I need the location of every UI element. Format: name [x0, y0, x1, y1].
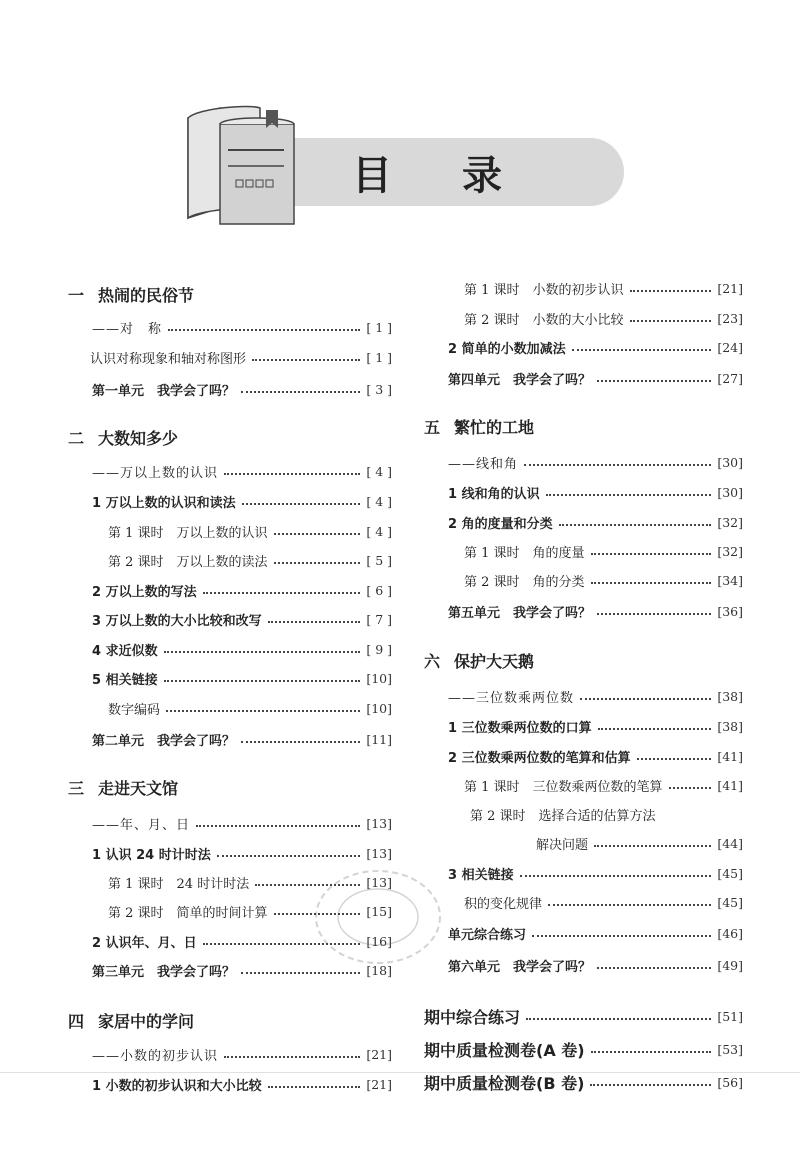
leader-dots — [630, 320, 712, 322]
page-number: [32] — [717, 543, 743, 559]
toc-entry — [92, 316, 392, 338]
leader-dots — [274, 533, 361, 535]
leader-dots — [196, 825, 360, 827]
toc-entry — [108, 549, 392, 571]
leader-dots — [597, 613, 711, 615]
leader-dots — [268, 1086, 361, 1088]
toc-entry-title: 2 万以上数的写法 — [92, 584, 197, 600]
toc-entry-title: 2 简单的小数加减法 — [448, 341, 566, 357]
toc-entry-title: 单元综合练习 — [448, 927, 527, 943]
page-number: [ 1 ] — [366, 319, 392, 335]
leader-dots — [524, 464, 711, 466]
toc-entry-title: 第三单元 我学会了吗？ — [92, 964, 236, 980]
toc-entry — [92, 490, 392, 512]
toc-entry — [92, 1073, 392, 1095]
books-icon — [180, 100, 300, 228]
page-number: [27] — [717, 370, 743, 386]
page-number: [10] — [366, 700, 392, 716]
page-number: [13] — [366, 815, 392, 831]
toc-entry — [90, 346, 392, 368]
toc-entry — [424, 1038, 743, 1060]
footer-rule — [0, 1072, 800, 1073]
toc-entry — [536, 832, 743, 854]
chapter-heading — [424, 415, 743, 437]
toc-entry-title: 第 2 课时 简单的时间计算 — [108, 905, 268, 921]
toc-entry — [448, 922, 743, 944]
toc-entry-title: 1 小数的初步认识和大小比较 — [92, 1078, 262, 1094]
chapter-number: 四 — [68, 1011, 85, 1031]
page-number: [10] — [366, 670, 392, 686]
leader-dots — [224, 473, 360, 475]
toc-entry-title: 2 角的度量和分类 — [448, 516, 553, 532]
page-number: [46] — [717, 925, 743, 941]
toc-entry-title: 第 2 课时 小数的大小比较 — [464, 312, 624, 328]
chapter-title: 走进天文馆 — [98, 778, 179, 798]
page-number: [44] — [717, 835, 743, 851]
leader-dots — [274, 562, 361, 564]
title-char-1: 目 — [352, 152, 392, 199]
chapter-heading — [68, 283, 392, 305]
chapter-title: 热闹的民俗节 — [98, 285, 195, 305]
page-number: [21] — [366, 1046, 392, 1062]
toc-entry — [448, 862, 743, 884]
page-number: [ 5 ] — [366, 552, 392, 568]
page-number: [11] — [366, 731, 392, 747]
page-number: [ 1 ] — [366, 349, 392, 365]
toc-entry — [448, 685, 743, 707]
page-number: [51] — [717, 1008, 743, 1024]
toc-entry-title: 第六单元 我学会了吗？ — [448, 959, 592, 975]
leader-dots — [164, 651, 361, 653]
page-number: [24] — [717, 339, 743, 355]
toc-entry-title: ——年、月、日 — [92, 817, 191, 833]
toc-entry — [92, 1043, 392, 1065]
toc-entry-title: 第 1 课时 万以上数的认识 — [108, 525, 268, 541]
toc-entry-title: 1 万以上数的认识和读法 — [92, 495, 236, 511]
toc-entry-title: ——三位数乘两位数 — [448, 690, 575, 706]
page-number: [38] — [717, 718, 743, 734]
page-number: [21] — [717, 280, 743, 296]
toc-entry-title: 1 三位数乘两位数的口算 — [448, 720, 592, 736]
leader-dots — [597, 380, 711, 382]
toc-entry — [448, 954, 743, 976]
toc-entry-title: ——对 称 — [92, 321, 163, 337]
toc-entry-title: ——线和角 — [448, 456, 519, 472]
page-number: [ 7 ] — [366, 611, 392, 627]
toc-entry — [92, 638, 392, 660]
page-number: [ 4 ] — [366, 523, 392, 539]
leader-dots — [532, 935, 711, 937]
page-number: [13] — [366, 845, 392, 861]
toc-entry-title: 第 1 课时 24 时计时法 — [108, 876, 250, 892]
toc-entry-title: 认识对称现象和轴对称图形 — [90, 351, 247, 367]
toc-entry — [448, 600, 743, 622]
leader-dots — [252, 359, 360, 361]
toc-entry — [464, 277, 743, 299]
leader-dots — [591, 553, 712, 555]
toc-entry — [448, 745, 743, 767]
page-number: [41] — [717, 777, 743, 793]
toc-entry-title: ——万以上数的认识 — [92, 465, 219, 481]
toc-entry — [92, 667, 392, 689]
leader-dots — [580, 698, 711, 700]
toc-entry-title: 第四单元 我学会了吗？ — [448, 372, 592, 388]
toc-entry-title: 第二单元 我学会了吗？ — [92, 733, 236, 749]
leader-dots — [548, 904, 711, 906]
leader-dots — [559, 524, 712, 526]
toc-entry-title: 第 1 课时 角的度量 — [464, 545, 585, 561]
page-number: [ 6 ] — [366, 582, 392, 598]
page-number: [ 3 ] — [366, 381, 392, 397]
toc-entry-title: 第一单元 我学会了吗？ — [92, 383, 236, 399]
toc-entry-title: 第 1 课时 小数的初步认识 — [464, 282, 624, 298]
leader-dots — [203, 592, 361, 594]
chapter-heading — [68, 776, 392, 798]
page-number: [13] — [366, 874, 392, 890]
toc-entry-title: 第 2 课时 万以上数的读法 — [108, 554, 268, 570]
leader-dots — [520, 875, 712, 877]
toc-entry-title: 期中质量检测卷(B 卷) — [424, 1073, 585, 1093]
leader-dots — [242, 503, 361, 505]
page-number: [16] — [366, 933, 392, 949]
leader-dots — [241, 391, 360, 393]
page-number: [53] — [717, 1041, 743, 1057]
toc-entry — [424, 1005, 743, 1027]
leader-dots — [637, 758, 712, 760]
page-number: [49] — [717, 957, 743, 973]
leader-dots — [241, 972, 360, 974]
page-number: [38] — [717, 688, 743, 704]
toc-entry — [470, 803, 743, 825]
toc-entry — [448, 336, 743, 358]
chapter-title: 家居中的学问 — [98, 1011, 195, 1031]
toc-entry-title: 3 相关链接 — [448, 867, 514, 883]
leader-dots — [217, 855, 361, 857]
toc-entry — [92, 579, 392, 601]
page-number: [56] — [717, 1074, 743, 1090]
page-number: [45] — [717, 865, 743, 881]
leader-dots — [241, 741, 360, 743]
leader-dots — [166, 710, 360, 712]
chapter-number: 一 — [68, 285, 85, 305]
chapter-number: 二 — [68, 428, 85, 448]
chapter-number: 五 — [424, 417, 441, 437]
toc-entry — [92, 460, 392, 482]
leader-dots — [630, 290, 712, 292]
page-number: [18] — [366, 962, 392, 978]
watermark-stamp — [308, 862, 448, 972]
toc-entry — [92, 608, 392, 630]
leader-dots — [669, 787, 712, 789]
leader-dots — [598, 728, 712, 730]
page-number: [32] — [717, 514, 743, 530]
toc-entry — [448, 367, 743, 389]
toc-entry-title: 数字编码 — [108, 702, 161, 718]
leader-dots — [168, 329, 360, 331]
toc-entry — [448, 481, 743, 503]
chapter-title: 大数知多少 — [98, 428, 179, 448]
page-number: [21] — [366, 1076, 392, 1092]
toc-entry — [448, 451, 743, 473]
toc-entry-title: 第五单元 我学会了吗？ — [448, 605, 592, 621]
leader-dots — [164, 680, 361, 682]
chapter-heading — [68, 426, 392, 448]
chapter-heading — [68, 1009, 392, 1031]
chapter-heading — [424, 649, 743, 671]
toc-entry-title: 第 2 课时 角的分类 — [464, 574, 585, 590]
toc-entry — [92, 728, 392, 750]
leader-dots — [224, 1056, 360, 1058]
toc-entry-title: ——小数的初步认识 — [92, 1048, 219, 1064]
toc-entry-title: 5 相关链接 — [92, 672, 158, 688]
toc-entry — [108, 520, 392, 542]
chapter-title: 繁忙的工地 — [454, 417, 535, 437]
toc-entry-title: 2 认识年、月、日 — [92, 935, 197, 951]
toc-entry-title: 第 1 课时 三位数乘两位数的笔算 — [464, 779, 663, 795]
toc-entry-title: 1 认识 24 时计时法 — [92, 847, 211, 863]
title-char-2: 录 — [462, 152, 502, 199]
toc-entry — [424, 1071, 743, 1093]
chapter-number: 六 — [424, 651, 441, 671]
leader-dots — [594, 845, 711, 847]
toc-entry — [464, 569, 743, 591]
toc-entry — [464, 774, 743, 796]
page-number: [30] — [717, 454, 743, 470]
page-number: [23] — [717, 310, 743, 326]
toc-entry — [92, 812, 392, 834]
page-title — [352, 144, 502, 200]
leader-dots — [526, 1018, 711, 1020]
toc-entry-title: 期中质量检测卷(A 卷) — [424, 1040, 585, 1060]
toc-entry — [448, 715, 743, 737]
toc-entry — [464, 891, 743, 913]
toc-entry-title: 第 2 课时 选择合适的估算方法 — [470, 808, 656, 824]
page-number: [30] — [717, 484, 743, 500]
leader-dots — [590, 1084, 711, 1086]
leader-dots — [268, 621, 361, 623]
page-number: [ 4 ] — [366, 463, 392, 479]
page-number: [45] — [717, 894, 743, 910]
toc-entry — [92, 842, 392, 864]
leader-dots — [591, 1051, 712, 1053]
leader-dots — [546, 494, 712, 496]
toc-entry-title: 1 线和角的认识 — [448, 486, 540, 502]
toc-entry-title: 积的变化规律 — [464, 896, 543, 912]
toc-entry-title: 3 万以上数的大小比较和改写 — [92, 613, 262, 629]
leader-dots — [597, 967, 711, 969]
chapter-number: 三 — [68, 778, 85, 798]
page-number: [ 4 ] — [366, 493, 392, 509]
leader-dots — [572, 349, 712, 351]
page-number: [15] — [366, 903, 392, 919]
toc-entry-title: 4 求近似数 — [92, 643, 158, 659]
page-number: [36] — [717, 603, 743, 619]
page-number: [ 9 ] — [366, 641, 392, 657]
leader-dots — [591, 582, 712, 584]
chapter-title: 保护大天鹅 — [454, 651, 535, 671]
toc-entry — [92, 378, 392, 400]
toc-entry — [464, 307, 743, 329]
page-number: [41] — [717, 748, 743, 764]
toc-entry — [108, 697, 392, 719]
toc-entry — [464, 540, 743, 562]
toc-entry — [448, 511, 743, 533]
toc-entry-title: 期中综合练习 — [424, 1007, 521, 1027]
toc-entry-title: 解决问题 — [536, 837, 589, 853]
page-number: [34] — [717, 572, 743, 588]
toc-entry-title: 2 三位数乘两位数的笔算和估算 — [448, 750, 631, 766]
